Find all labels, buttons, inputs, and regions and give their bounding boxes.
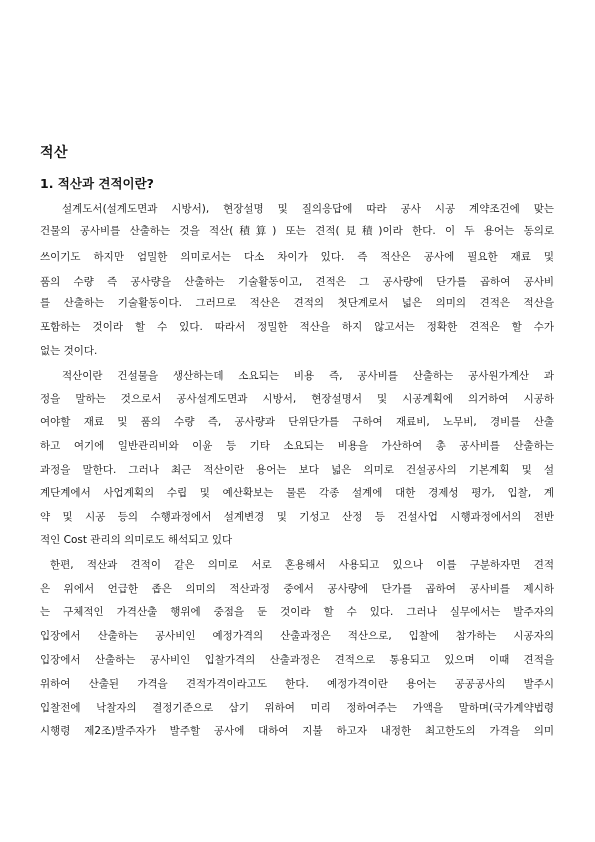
paragraph-2-line: 여야할 재료 및 품의 수량 즉, 공사량과 단위단가를 구하여 재료비, 노무비, 경비를 산출 — [40, 416, 554, 428]
paragraph-1-line: 를 산출하는 기술활동이다. 그러므로 적산은 견적의 첫단계로서 넓은 의미의 견적은 적산을 — [40, 297, 554, 309]
paragraph-2-line: 계단계에서 사업계획의 수립 및 예산확보는 물론 각종 설계에 대한 경제성 평가, 입찰, 계 — [40, 487, 554, 499]
paragraph-1-line: 설계도서(설계도면과 시방서), 현장설명 및 질의응답에 따라 공사 시공 계약조건에 맞는 — [62, 203, 554, 215]
paragraph-1-line: 포함하는 것이라 할 수 있다. 따라서 정밀한 적산을 하지 않고서는 정확한 견적은 할 수가 — [40, 321, 554, 333]
paragraph-2-line: 하고 여기에 일반관리비와 이윤 등 기타 소요되는 비용을 가산하여 총 공사비를 산출하는 — [40, 440, 554, 452]
paragraph-3-line: 는 구체적인 가격산출 행위에 중점을 둔 것이라 할 수 있다. 그러나 실무에서는 발주자의 — [40, 606, 554, 618]
paragraph-2-line: 정을 말하는 것으로서 공사설계도면과 시방서, 현장설명서 및 시공계획에 의거하여 시공하 — [40, 393, 554, 405]
paragraph-3-line: 한편, 적산과 견적이 같은 의미로 서로 혼용해서 사용되고 있으나 이를 구분하자면 견적 — [50, 559, 554, 571]
paragraph-2-line: 적산이란 건설물을 생산하는데 소요되는 비용 즉, 공사비를 산출하는 공사원가계산 과 — [62, 370, 554, 382]
paragraph-3-line: 입장에서 산출하는 공사비인 입찰가격의 산출과정은 견적으로 통용되고 있으며 이때 견적을 — [40, 654, 554, 666]
paragraph-1-line: 건물의 공사비를 산출하는 것을 적산(積算) 또는 견적(見積)이라 한다. 이 두 용어는 동의로 — [40, 225, 554, 237]
paragraph-2-line: 적인 Cost 관리의 의미로도 해석되고 있다 — [40, 534, 233, 546]
page-title: 적산 — [40, 145, 69, 161]
paragraph-3-line: 은 위에서 언급한 좁은 의미의 적산과정 중에서 공사량에 단가를 곱하여 공사비를 제시하 — [40, 583, 554, 595]
paragraph-1-line: 없는 것이다. — [40, 345, 98, 357]
paragraph-3-line: 입찰전에 낙찰자의 결정기준으로 삼기 위하여 미리 정하여주는 가액을 말하며(국가계약법령 — [40, 702, 554, 714]
paragraph-1-line: 쓰이기도 하지만 엄밀한 의미로서는 다소 차이가 있다. 즉 적산은 공사에 필요한 재료 및 — [40, 251, 554, 263]
paragraph-3-line: 위하여 산출된 가격을 견적가격이라고도 한다. 예정가격이란 용어는 공공공사의 발주시 — [40, 678, 554, 690]
paragraph-2-line: 약 및 시공 등의 수행과정에서 설계변경 및 기성고 산정 등 건설사업 시행과정에서의 전반 — [40, 511, 554, 523]
section-heading: 1. 적산과 견적이란? — [40, 176, 154, 191]
paragraph-3-line: 시행령 제2조)발주자가 발주할 공사에 대하여 지불 하고자 내정한 최고한도의 가격을 의미 — [40, 725, 554, 737]
paragraph-3-line: 입장에서 산출하는 공사비인 예정가격의 산출과정은 적산으로, 입찰에 참가하는 시공자의 — [40, 630, 554, 642]
paragraph-1-line: 품의 수량 즉 공사량을 산출하는 기술활동이고, 견적은 그 공사량에 단가를 곱하여 공사비 — [40, 276, 554, 288]
paragraph-2-line: 과정을 말한다. 그러나 최근 적산이란 용어는 보다 넓은 의미로 건설공사의 기본계획 및 설 — [40, 464, 554, 476]
